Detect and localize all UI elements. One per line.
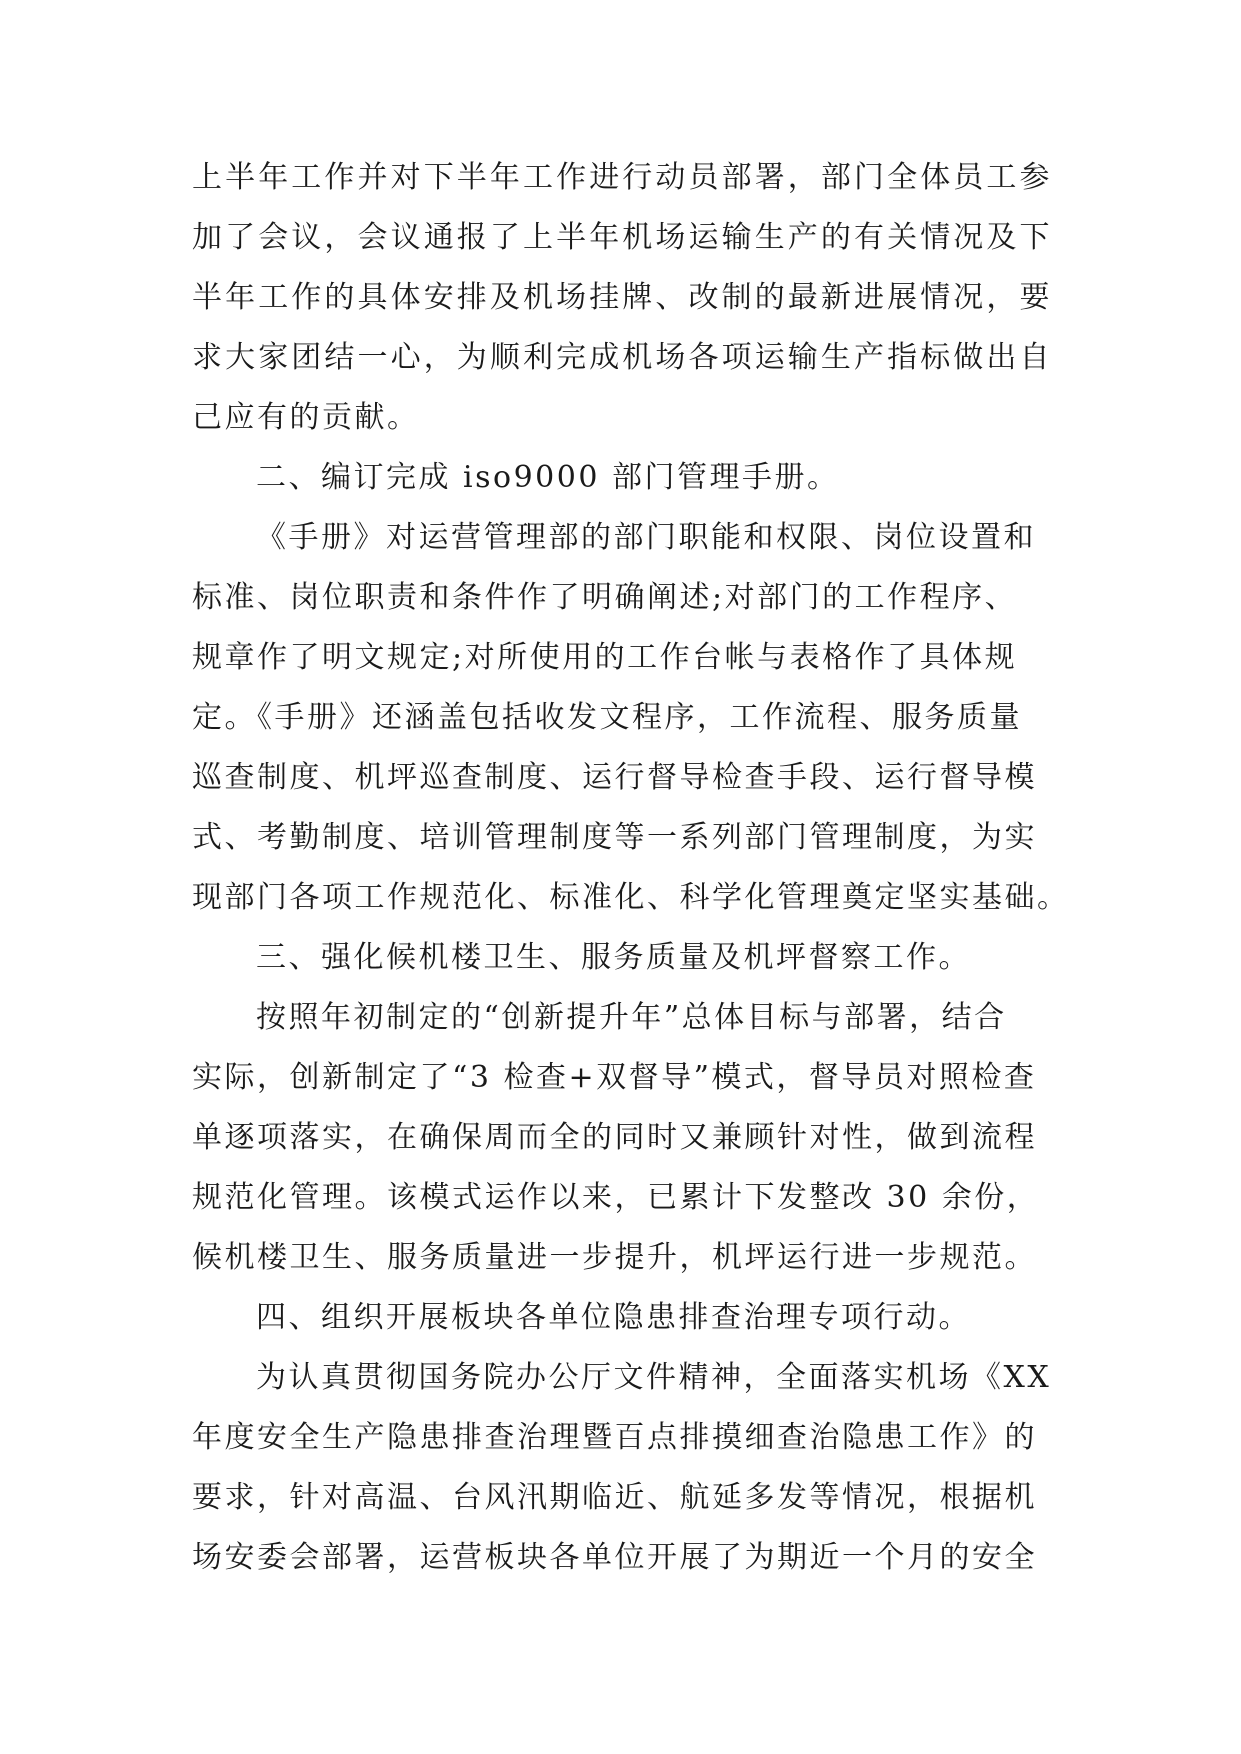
text-line: 现部门各项工作规范化、标准化、科学化管理奠定坚实基础。 [192,880,1070,915]
text-line: 场安委会部署，运营板块各单位开展了为期近一个月的安全 [192,1540,1037,1575]
text-line: 单逐项落实，在确保周而全的同时又兼顾针对性，做到流程 [192,1120,1037,1155]
text-line: 规范化管理。该模式运作以来，已累计下发整改 30 余份， [192,1180,1040,1215]
text-line: 按照年初制定的“创新提升年”总体目标与部署，结合 [256,1000,1007,1035]
text-line: 候机楼卫生、服务质量进一步提升，机坪运行进一步规范。 [192,1240,1037,1275]
text-line: 规章作了明文规定;对所使用的工作台帐与表格作了具体规 [192,640,1018,675]
text-line: 标准、岗位职责和条件作了明确阐述;对部门的工作程序、 [192,580,1018,615]
text-line: 式、考勤制度、培训管理制度等一系列部门管理制度，为实 [192,820,1037,855]
section-heading: 四、组织开展板块各单位隐患排查治理专项行动。 [256,1300,971,1335]
text-line: 己应有的贡献。 [192,400,420,435]
text-line: 要求，针对高温、台风汛期临近、航延多发等情况，根据机 [192,1480,1037,1515]
text-line: 半年工作的具体安排及机场挂牌、改制的最新进展情况，要 [192,280,1052,315]
text-line: 年度安全生产隐患排查治理暨百点排摸细查治隐患工作》的 [192,1420,1037,1455]
text-line: 定。《手册》还涵盖包括收发文程序，工作流程、服务质量 [192,700,1022,735]
text-line: 巡查制度、机坪巡查制度、运行督导检查手段、运行督导模 [192,760,1037,795]
document-body [192,148,1070,1588]
text-line: 上半年工作并对下半年工作进行动员部署，部门全体员工参 [192,160,1052,195]
text-line: 《手册》对运营管理部的部门职能和权限、岗位设置和 [256,520,1036,555]
section-heading: 二、编订完成 iso9000 部门管理手册。 [256,460,840,495]
text-line: 加了会议，会议通报了上半年机场运输生产的有关情况及下 [192,220,1052,255]
text-line: 实际，创新制定了“3 检查+双督导”模式，督导员对照检查 [192,1060,1037,1095]
text-line: 求大家团结一心，为顺利完成机场各项运输生产指标做出自 [192,340,1052,375]
section-heading: 三、强化候机楼卫生、服务质量及机坪督察工作。 [256,940,971,975]
text-line: 为认真贯彻国务院办公厅文件精神，全面落实机场《XX [256,1360,1052,1395]
